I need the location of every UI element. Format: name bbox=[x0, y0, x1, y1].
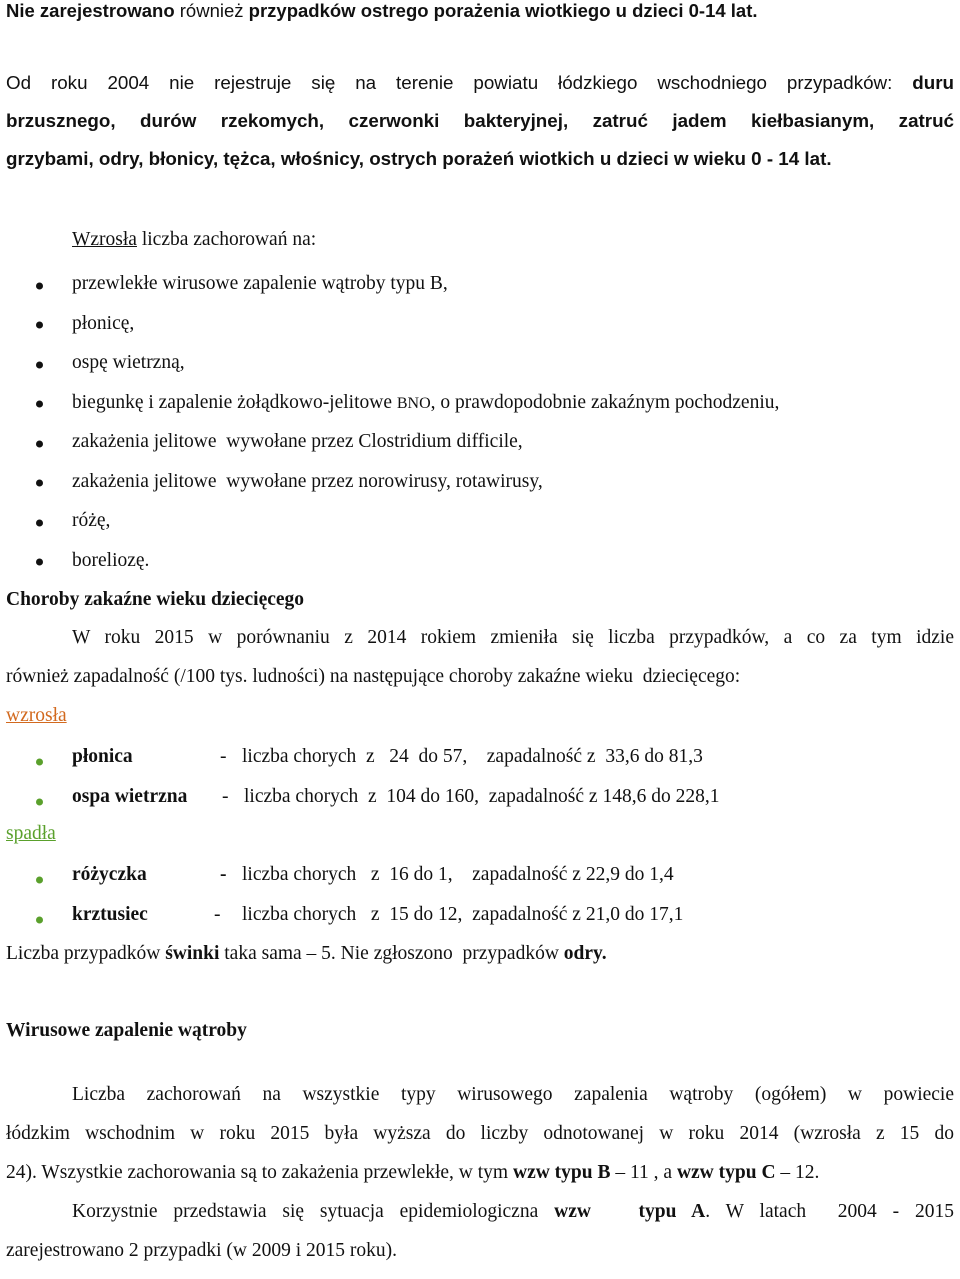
separator: - bbox=[220, 864, 227, 885]
list-item-text: zakażenia jelitowe wywołane przez Clostridium difficile, bbox=[72, 431, 523, 452]
list-item-tail: , o prawdopodobnie zakaźnym pochodzeniu, bbox=[430, 391, 780, 413]
hep-p1-line2-text: łódzkim wschodnim w roku 2015 była wyższa do liczby odnotowanej w roku 2014 (wzrosła z 15 do bbox=[6, 1123, 954, 1144]
list-item bbox=[6, 742, 719, 782]
mumps-measles-line bbox=[6, 943, 607, 965]
disease-stats: liczba chorych z 104 do 160, zapadalność z 148,6 do 228,1 bbox=[244, 786, 720, 807]
final-text-d: odry. bbox=[563, 943, 607, 964]
list-item-text: różę, bbox=[72, 510, 111, 531]
list-item-text: biegunkę i zapalenie żołądkowo-jelitowe bbox=[72, 391, 397, 413]
hep-p1-line1-text: Liczba zachorowań na wszystkie typy wirusowego zapalenia wątroby (ogółem) w powiecie bbox=[72, 1084, 954, 1105]
list-item bbox=[6, 306, 779, 346]
rose-label bbox=[6, 705, 67, 727]
hep-p1-line3-c: – 11 , a bbox=[610, 1162, 677, 1183]
bullet-icon bbox=[36, 282, 43, 289]
hep-p1-line3-a: 24). Wszystkie zachorowania są to zakażenia przewlekłe, w tym bbox=[6, 1162, 513, 1183]
bullet-icon bbox=[36, 361, 43, 368]
para2-line3 bbox=[6, 148, 954, 186]
hep-p1-line1 bbox=[6, 1084, 954, 1123]
separator: - bbox=[214, 904, 221, 925]
disease-stats: liczba chorych z 24 do 57, zapadalność z 33,6 do 81,3 bbox=[242, 746, 703, 767]
disease-name: krztusiec bbox=[72, 904, 148, 925]
para2-line3-text: grzybami, odry, błonicy, tężca, włośnicy, ostrych porażeń wiotkich u dzieci w wieku 0 - 14 lat. bbox=[6, 148, 832, 169]
para2-line1 bbox=[6, 72, 954, 110]
fell-list bbox=[6, 860, 683, 940]
separator: - bbox=[220, 746, 227, 767]
list-item bbox=[6, 345, 779, 385]
para2-line1-b: duru bbox=[912, 72, 954, 93]
hepatitis-paragraph-2 bbox=[6, 1201, 954, 1279]
increase-heading-b: liczba zachorowań na: bbox=[136, 229, 317, 250]
list-item bbox=[6, 900, 683, 940]
intro-line bbox=[6, 0, 758, 22]
increase-heading bbox=[72, 229, 316, 251]
disease-name: ospa wietrzna bbox=[72, 786, 188, 807]
children-para-line2 bbox=[6, 666, 954, 705]
children-paragraph bbox=[6, 627, 954, 705]
final-text-b: świnki bbox=[165, 943, 220, 964]
list-item bbox=[6, 464, 779, 504]
children-para-line2-text: również zapadalność (/100 tys. ludności) na następujące choroby zakaźne wieku dziecięcego: bbox=[6, 666, 741, 687]
list-item bbox=[6, 266, 779, 306]
list-item bbox=[6, 424, 779, 464]
hep-p1-line3-e: – 12. bbox=[775, 1162, 820, 1183]
intro-text-b: również bbox=[179, 0, 249, 21]
disease-stats: liczba chorych z 16 do 1, zapadalność z 22,9 do 1,4 bbox=[242, 864, 674, 885]
bullet-icon bbox=[36, 401, 43, 408]
hep-p2-line2 bbox=[6, 1240, 954, 1279]
list-item bbox=[6, 503, 779, 543]
para2-line2-text: brzusznego, durów rzekomych, czerwonki bakteryjnej, zatruć jadem kiełbasianym, zatruć bbox=[6, 110, 954, 131]
fell-label-text: spadła bbox=[6, 823, 56, 844]
hep-p2-line1-c: . W latach 2004 - 2015 bbox=[705, 1201, 955, 1222]
bullet-icon bbox=[36, 799, 43, 806]
bullet-icon bbox=[36, 877, 43, 884]
hepatitis-heading bbox=[6, 1020, 247, 1042]
hep-p2-line1-a: Korzystnie przedstawia się sytuacja epidemiologiczna bbox=[72, 1201, 555, 1222]
bullet-icon bbox=[36, 322, 43, 329]
list-item-text: boreliozę. bbox=[72, 549, 150, 571]
rose-label-text: wzrosła bbox=[6, 705, 67, 726]
bullet-icon bbox=[36, 480, 43, 487]
hep-p2-line1-b: wzw typu A bbox=[554, 1201, 706, 1222]
bno-code: BNO bbox=[396, 394, 431, 412]
list-item-text: ospę wietrzną, bbox=[72, 352, 185, 373]
disease-name: różyczka bbox=[72, 864, 147, 885]
children-para-line1-text: W roku 2015 w porównaniu z 2014 rokiem zmieniła się liczba przypadków, a co za tym idzie bbox=[72, 627, 954, 648]
para2-line1-a: Od roku 2004 nie rejestruje się na terenie powiatu łódzkiego wschodniego przypadków: bbox=[6, 72, 913, 93]
hepatitis-paragraph-1 bbox=[6, 1084, 954, 1201]
children-heading bbox=[6, 589, 304, 611]
list-item bbox=[6, 385, 779, 425]
list-item-text: zakażenia jelitowe wywołane przez norowirusy, rotawirusy, bbox=[72, 470, 543, 492]
list-item bbox=[6, 860, 683, 900]
list-item-text: płonicę, bbox=[72, 312, 135, 334]
bullet-icon bbox=[36, 917, 43, 924]
bullet-icon bbox=[36, 440, 43, 447]
para-not-registered bbox=[6, 72, 954, 186]
hep-p1-line3-b: wzw typu B bbox=[512, 1162, 611, 1183]
hep-p1-line2 bbox=[6, 1123, 954, 1162]
intro-text-c: przypadków ostrego porażenia wiotkiego u dzieci 0-14 lat. bbox=[248, 0, 758, 21]
hep-p2-line2-text: zarejestrowano 2 przypadki (w 2009 i 2015 roku). bbox=[6, 1240, 397, 1261]
bullet-icon bbox=[36, 559, 43, 566]
hepatitis-heading-text: Wirusowe zapalenie wątroby bbox=[6, 1020, 247, 1041]
para2-line2 bbox=[6, 110, 954, 148]
intro-text-a: Nie zarejestrowano bbox=[6, 0, 180, 21]
children-para-line1 bbox=[6, 627, 954, 666]
bullet-icon bbox=[36, 759, 43, 766]
disease-stats: liczba chorych z 15 do 12, zapadalność z 21,0 do 17,1 bbox=[242, 904, 684, 925]
list-item bbox=[6, 543, 779, 583]
disease-name: płonica bbox=[72, 746, 133, 767]
final-text-c: taka sama – 5. Nie zgłoszono przypadków bbox=[219, 943, 564, 964]
hep-p2-line1 bbox=[6, 1201, 954, 1240]
fell-label bbox=[6, 823, 56, 845]
bullet-icon bbox=[36, 519, 43, 526]
final-text-a: Liczba przypadków bbox=[6, 943, 166, 964]
rose-list bbox=[6, 742, 719, 822]
increase-heading-a: Wzrosła bbox=[72, 229, 137, 250]
increase-list bbox=[6, 266, 779, 582]
children-heading-text: Choroby zakaźne wieku dziecięcego bbox=[6, 589, 305, 610]
list-item-text: przewlekłe wirusowe zapalenie wątroby typu B, bbox=[72, 273, 448, 294]
hep-p1-line3 bbox=[6, 1162, 954, 1201]
separator: - bbox=[222, 786, 229, 807]
hep-p1-line3-d: wzw typu C bbox=[676, 1162, 776, 1183]
list-item bbox=[6, 782, 719, 822]
